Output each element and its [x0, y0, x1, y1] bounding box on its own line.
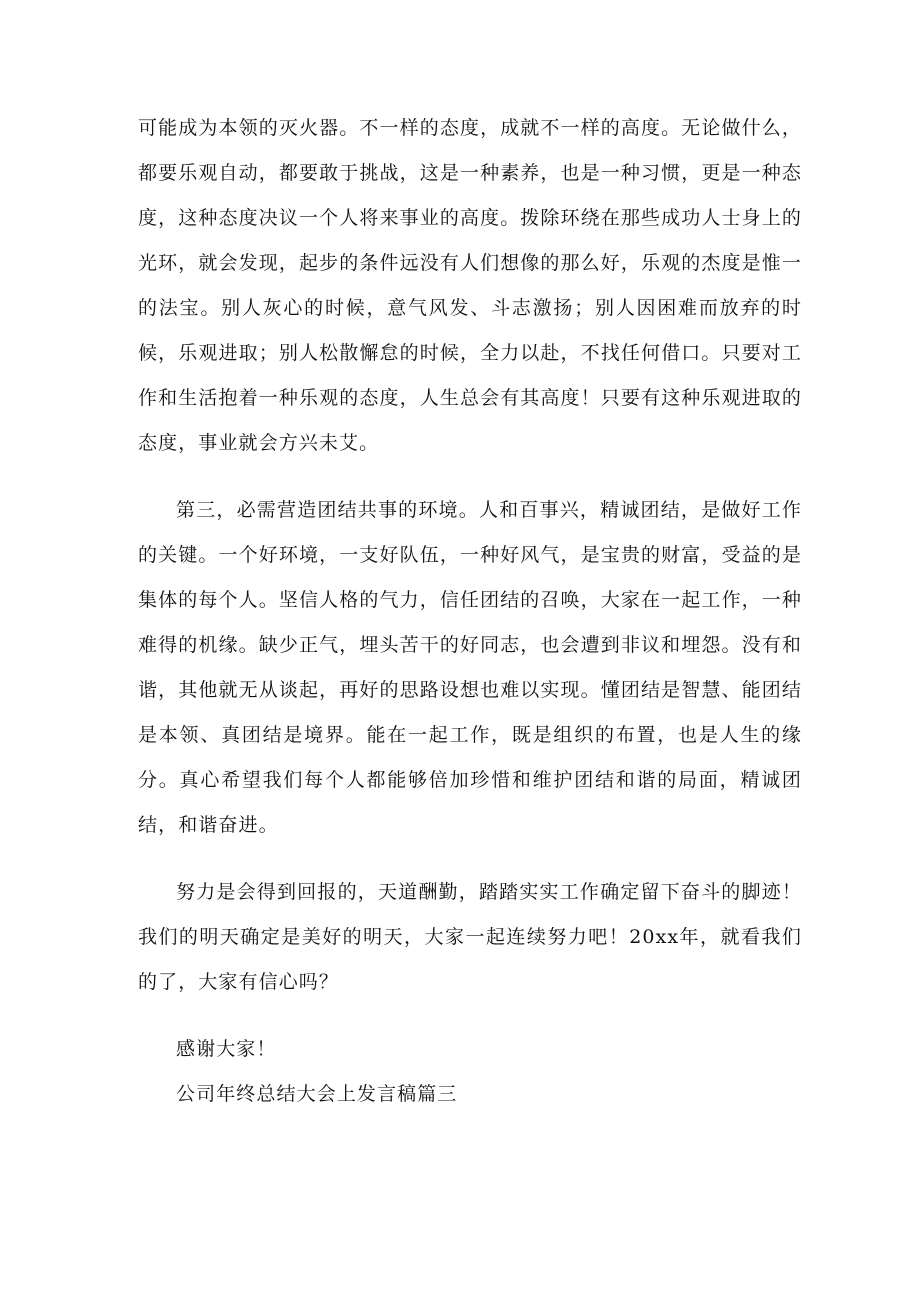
- paragraph-teamwork: 第三，必需营造团结共事的环境。人和百事兴，精诚团结，是做好工作的关键。一个好环境，一支好队伍，一种好风气，是宝贵的财富，受益的是集体的每个人。坚信人格的气力，信任团结的召唤，大家在一起工作，一种难得的机缘。缺少正气，埋头苦干的好同志，也会遭到非议和埋怨。没有和谐，其他就无从谈起，再好的思路设想也难以实现。懂团结是智慧、能团结是本领、真团结是境界。能在一起工作，既是组织的布置，也是人生的缘分。真心希望我们每个人都能够倍加珍惜和维护团结和谐的局面，精诚团结，和谐奋进。: [138, 499, 802, 836]
- next-section-heading: 公司年终总结大会上发言稿篇三: [176, 1083, 458, 1105]
- paragraph-attitude: 可能成为本领的灭火器。不一样的态度，成就不一样的高度。无论做什么，都要乐观自动，都要敢于挑战，这是一种素养，也是一种习惯，更是一种态度，这种态度决议一个人将来事业的高度。拨除环绕在那些成功人士身上的光环，就会发现，起步的条件远没有人们想像的那么好，乐观的杰度是惟一的法宝。别人灰心的时候，意气风发、斗志激扬；别人因困难而放弃的时候，乐观进取；别人松散懈怠的时候，全力以赴，不找任何借口。只要对工作和生活抱着一种乐观的态度，人生总会有其高度！只要有这种乐观进取的态度，事业就会方兴未艾。: [138, 117, 802, 454]
- paragraph-effort: 努力是会得到回报的，天道酬勤，踏踏实实工作确定留下奋斗的脚迹！我们的明天确定是美好的明天，大家一起连续努力吧！20xx年，就看我们的了，大家有信心吗？: [138, 881, 802, 993]
- document-body: [138, 106, 802, 1117]
- paragraph-thanks: 感谢大家！: [176, 1038, 277, 1060]
